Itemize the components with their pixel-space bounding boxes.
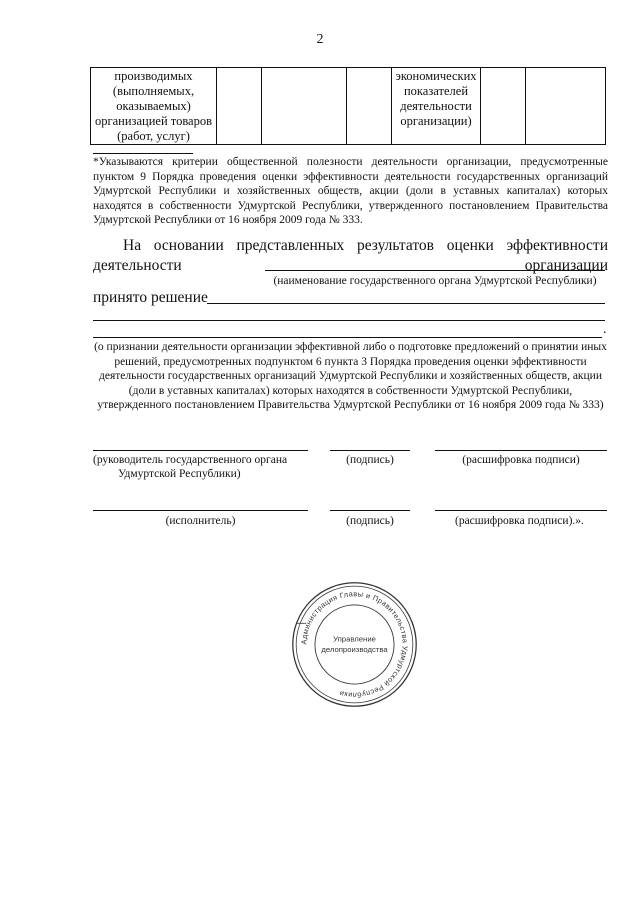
table-cell <box>481 68 526 145</box>
page-number: 2 <box>316 32 324 47</box>
table-cell <box>262 68 347 145</box>
signature-label-2: (подпись) <box>346 515 394 527</box>
decision-line-3[interactable] <box>93 337 602 338</box>
stamp-center-line-2: делопроизводства <box>321 645 388 655</box>
decision-end-mark: . <box>603 322 607 337</box>
footnote-separator <box>93 153 193 154</box>
executor-line[interactable] <box>93 510 308 511</box>
decode-label: (расшифровка подписи) <box>462 454 580 466</box>
decode-label-2: (расшифровка подписи).». <box>455 515 584 527</box>
executor-label: (исполнитель) <box>165 515 236 527</box>
signature-label: (подпись) <box>346 454 394 466</box>
cell-text-indicators: экономических показателей деятельности организации) <box>395 69 477 128</box>
table-cell <box>526 68 606 145</box>
decode-line[interactable] <box>435 450 607 451</box>
footnote: *Указываются критерии общественной полезности деятельности организации, предусмотренные пунктом 9 Порядка проведения оценки эффективности деятельности государственных организаций Удмуртской Республики и хозяйственных обществ, акции (доли в уставных капиталах) которых находятся в собственности Удмуртской Республики, утвержденного постановлением Правительства Удмуртской Республики от 16 ноября 2009 года № 333. <box>93 156 608 226</box>
organ-name-line[interactable] <box>265 270 605 271</box>
table-cell-indicators <box>392 68 481 145</box>
decode-line-2[interactable] <box>435 510 607 511</box>
table-row <box>91 68 606 145</box>
decision-explanation: (о признании деятельности организации эффективной либо о подготовке предложений о принятии иных решений, предусмотренных подпунктом 6 пункта 3 Порядка проведения оценки эффективности деятельности государственных организаций Удмуртской Республики и хозяйственных обществ, акции (доли в уставных капиталах) которых находятся в собственности Удмуртской Республики, утвержденного постановлением Правительства Удмуртской Республики от 16 ноября 2009 года № 333) <box>94 341 607 411</box>
table-cell <box>347 68 392 145</box>
stamp-ring-text: Администрация Главы и Правительства Удмуртской Республики <box>299 589 410 700</box>
head-line[interactable] <box>93 450 308 451</box>
stamp-center-line-1: Управление <box>333 634 376 644</box>
official-stamp <box>287 577 422 712</box>
organ-name-hint: (наименование государственного органа Удмуртской Республики) <box>273 275 597 287</box>
decision-label: принято решение <box>93 289 208 306</box>
continuation-table <box>90 67 606 145</box>
decision-line-2[interactable] <box>93 320 605 321</box>
decision-line-1[interactable] <box>207 303 605 304</box>
basis-text: На основании представленных результатов оценки эффективности деятельности организации <box>93 237 608 274</box>
head-label: (руководитель государственного органа Удмуртской Республики) <box>93 454 288 480</box>
table-cell-description <box>91 68 217 145</box>
cell-text-description: производимых (выполняемых, оказываемых) организацией товаров (работ, услуг) <box>94 69 213 143</box>
signature-line[interactable] <box>330 450 410 451</box>
signature-line-2[interactable] <box>330 510 410 511</box>
table-cell <box>217 68 262 145</box>
